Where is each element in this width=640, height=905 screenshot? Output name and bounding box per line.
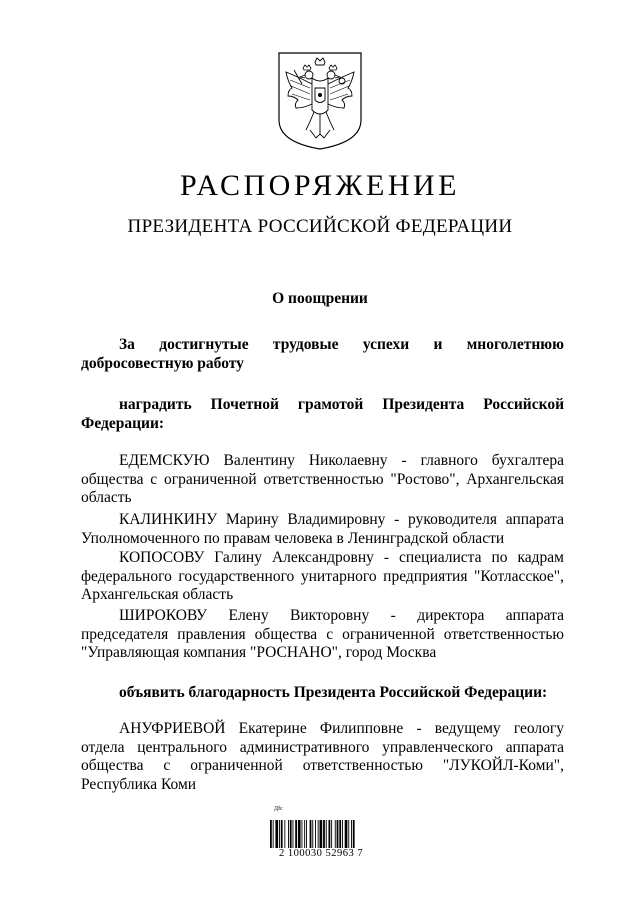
document-title: РАСПОРЯЖЕНИЕ [179, 169, 461, 202]
barcode-number: 2 100030 52963 7 [278, 848, 364, 859]
preamble-paragraph: За достигнутые трудовые успехи и многолетнюю добросовестную работу [81, 336, 564, 372]
award-diploma-heading: наградить Почетной грамотой Президента Российской Федерации: [81, 396, 564, 432]
russian-coat-of-arms-icon [276, 50, 364, 152]
recipient-paragraph: КОПОСОВУ Галину Александровну - специалиста по кадрам федерального государственного унитарного предприятия "Котласское", Архангельская область [81, 549, 564, 603]
gratitude-heading: объявить благодарность Президента Российской Федерации: [119, 684, 548, 701]
document-subject: О поощрении [272, 290, 368, 307]
recipient-paragraph: ШИРОКОВУ Елену Викторовну - директора аппарата председателя правления общества с ограниченной ответственностью "Управляющая компания "РОСНАНО", город Москва [81, 607, 564, 661]
recipient-paragraph: ЕДЕМСКУЮ Валентину Николаевну - главного бухгалтера общества с ограниченной ответственностью "Ростово", Архангельская область [81, 452, 564, 506]
document-issuer: ПРЕЗИДЕНТА РОССИЙСКОЙ ФЕДЕРАЦИИ [127, 216, 513, 237]
barcode-mark: Дfc [274, 806, 283, 812]
recipient-paragraph: КАЛИНКИНУ Марину Владимировну - руководителя аппарата Уполномоченного по правам человека в Ленинградской области [81, 511, 564, 547]
gratitude-recipient-paragraph: АНУФРИЕВОЙ Екатерине Филипповне - ведущему геологу отдела центрального административного управленческого аппарата общества с ограниченной ответственностью "ЛУКОЙЛ-Коми", Республика Коми [81, 720, 564, 793]
